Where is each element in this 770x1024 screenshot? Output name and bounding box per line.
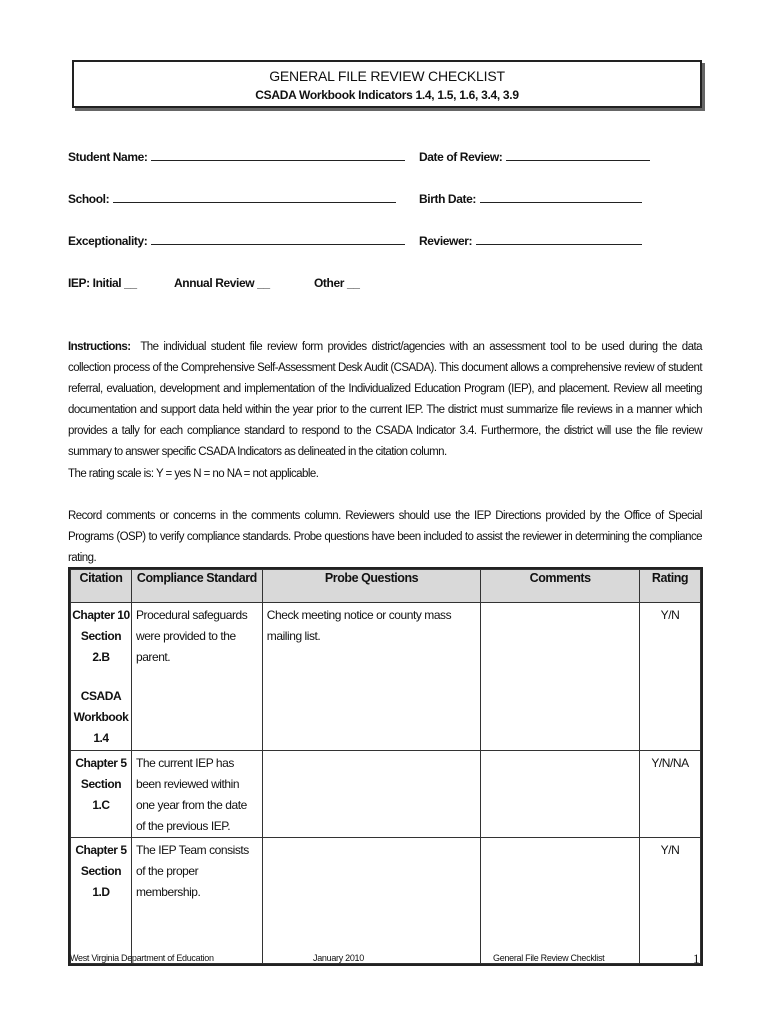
citation-section: Section 1.D [80,864,122,899]
birth-date-field [419,192,642,206]
exceptionality-line[interactable] [151,234,405,245]
footer-department: West Virginia Department of Education [70,953,214,963]
citation-csada: CSADA [80,689,122,703]
citation-chapter: Chapter 5 [75,843,127,857]
title-box [72,60,702,108]
footer-doc-title: General File Review Checklist [493,953,605,963]
school-label: School: [68,192,110,206]
page-number: 1 [693,951,700,966]
birth-date-label: Birth Date: [419,192,476,206]
iep-other-option[interactable]: Other __ [314,276,360,290]
birth-date-line[interactable] [480,192,642,203]
citation-cell [71,838,132,964]
record-comments-paragraph: Record comments or concerns in the comments column. Reviewers should use the IEP Directions provided by the Office of Special Programs (OSP) to verify compliance standards. Probe questions have been included to assist the reviewer in determining the compliance rating. [68,510,702,564]
citation-section: Section 2.B [80,629,122,664]
reviewer-line[interactable] [476,234,642,245]
table-row [71,603,701,751]
citation-cell [71,603,132,751]
table-row [71,751,701,838]
school-line[interactable] [113,192,396,203]
probe-cell [262,838,481,964]
rating-cell[interactable]: Y/N/NA [640,751,701,838]
comments-cell[interactable] [481,603,640,751]
student-name-label: Student Name: [68,150,148,164]
iep-initial-option[interactable]: IEP: Initial __ [68,276,137,290]
column-header-rating: Rating [640,570,701,603]
footer-date: January 2010 [313,953,364,963]
table-row [71,838,701,964]
school-field [68,192,396,206]
reviewer-field [419,234,642,248]
citation-chapter: Chapter 10 [72,608,130,622]
column-header-probe: Probe Questions [262,570,481,603]
iep-annual-review-option[interactable]: Annual Review __ [174,276,270,290]
date-of-review-field [419,150,650,164]
review-table [70,569,701,964]
standard-cell: The current IEP has been reviewed within one year from the date of the previous IEP. [131,751,262,838]
citation-workbook: Workbook [73,710,129,724]
standard-cell: The IEP Team consists of the proper membership. [131,838,262,964]
column-header-standard: Compliance Standard [131,570,262,603]
date-of-review-line[interactable] [506,150,650,161]
citation-section: Section 1.C [80,777,122,812]
rating-scale-text: The rating scale is: Y = yes N = no NA = not applicable. [68,468,319,480]
citation-chapter: Chapter 5 [75,756,127,770]
comments-cell[interactable] [481,751,640,838]
page-subtitle: CSADA Workbook Indicators 1.4, 1.5, 1.6, 3.4, 3.9 [255,88,519,102]
citation-indicator: 1.4 [93,731,109,745]
instructions-label: Instructions: [68,341,131,353]
comments-cell[interactable] [481,838,640,964]
column-header-comments: Comments [481,570,640,603]
probe-cell: Check meeting notice or county mass mailing list. [262,603,481,751]
probe-cell [262,751,481,838]
citation-cell [71,751,132,838]
rating-cell[interactable]: Y/N [640,838,701,964]
standard-cell: Procedural safeguards were provided to the parent. [131,603,262,751]
column-header-citation: Citation [71,570,132,603]
instructions-text: The individual student file review form provides district/agencies with an assessment tool to be used during the data collection process of the Comprehensive Self-Assessment Desk Audit (CSADA). This document allows a comprehensive review of student referral, evaluation, development and implementation of the Individualized Education Program (IEP), and placement. Review all meeting documentation and support data held within the year prior to the current IEP. The district must summarize file reviews in a manner which provides a tally for each compliance standard to respond to the CSADA Indicator 3.4. Furthermore, the district will use the file review summary to answer specific CSADA Indicators as delineated in the citation column. [68,341,702,458]
reviewer-label: Reviewer: [419,234,473,248]
exceptionality-field [68,234,405,248]
student-name-line[interactable] [151,150,405,161]
exceptionality-label: Exceptionality: [68,234,148,248]
date-of-review-label: Date of Review: [419,150,503,164]
table-header-row [71,570,701,603]
page-title: GENERAL FILE REVIEW CHECKLIST [269,68,505,84]
rating-cell[interactable]: Y/N [640,603,701,751]
instructions-paragraph [68,337,702,463]
student-name-field [68,150,405,164]
